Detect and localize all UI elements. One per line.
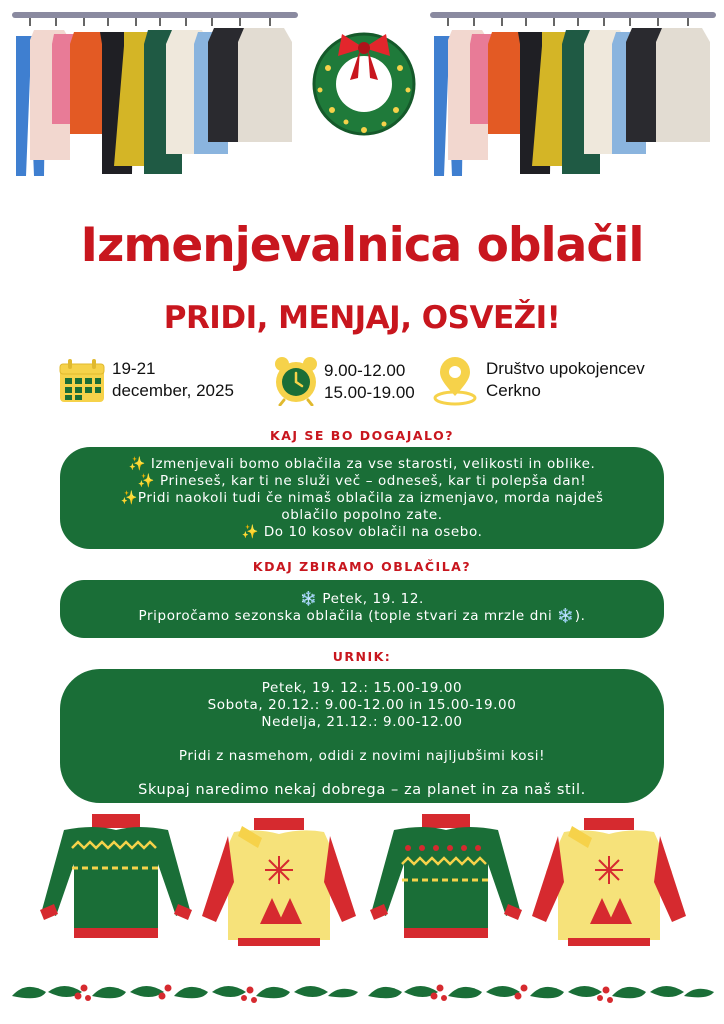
christmas-sweater-icon-yellow-2 [528, 812, 690, 952]
info-line: ✨ Prineseš, kar ti ne služi več – odneseš, kar ti polepša dan! [137, 473, 587, 489]
holly-garland-icon-right [364, 974, 718, 1014]
page-subtitle: PRIDI, MENJAJ, OSVEŽI! [163, 300, 561, 336]
info-box-what [60, 447, 664, 549]
holly-garland-icon-left [8, 974, 362, 1014]
event-location-town: Cerkno [486, 381, 541, 400]
christmas-sweater-icon-green-2 [364, 808, 528, 948]
event-date-days: 19-21 [112, 359, 156, 378]
info-box-schedule [60, 669, 664, 803]
location-pin-icon [430, 356, 480, 406]
info-line: ❄️ Petek, 19. 12. [300, 591, 424, 607]
calendar-icon [58, 358, 106, 404]
info-line: Priporočamo sezonska oblačila (tople stvari za mrzle dni ❄️). [138, 608, 586, 624]
clothes-rack-icon-right [426, 6, 718, 186]
christmas-sweater-icon-yellow-1 [198, 812, 360, 952]
event-date [112, 358, 234, 402]
info-line: ✨ Izmenjevali bomo oblačila za vse starosti, velikosti in oblike. [128, 456, 596, 472]
alarm-clock-icon [272, 354, 320, 406]
christmas-wreath-icon [302, 18, 426, 144]
schedule-line: Petek, 19. 12.: 15.00-19.00 [261, 680, 463, 696]
event-time-afternoon: 15.00-19.00 [324, 383, 415, 402]
event-location-name: Društvo upokojencev [486, 359, 645, 378]
section-heading-what: KAJ SE BO DOGAJALO? [270, 428, 454, 443]
page-title: Izmenjevalnica oblačil [80, 218, 644, 273]
schedule-line: Sobota, 20.12.: 9.00-12.00 in 15.00-19.00 [207, 697, 517, 713]
info-line: Pridi z nasmehom, odidi z novimi najljubšimi kosi! [178, 748, 546, 764]
event-location [486, 358, 645, 402]
info-line: Skupaj naredimo nekaj dobrega – za planet in za naš stil. [138, 782, 586, 798]
section-heading-collection: KDAJ ZBIRAMO OBLAČILA? [252, 559, 472, 574]
event-time-morning: 9.00-12.00 [324, 361, 406, 380]
info-line: ✨Pridi naokoli tudi če nimaš oblačila za izmenjavo, morda najdeš [120, 490, 604, 506]
event-time [324, 360, 415, 404]
info-line: ✨ Do 10 kosov oblačil na osebo. [241, 524, 483, 540]
event-date-month: december, 2025 [112, 381, 234, 400]
christmas-sweater-icon-green-1 [34, 808, 198, 948]
section-heading-schedule: URNIK: [332, 649, 392, 664]
schedule-line: Nedelja, 21.12.: 9.00-12.00 [261, 714, 463, 730]
clothes-rack-icon-left [8, 6, 300, 186]
info-line: oblačilo popolno zate. [281, 507, 443, 523]
info-box-collection [60, 580, 664, 638]
